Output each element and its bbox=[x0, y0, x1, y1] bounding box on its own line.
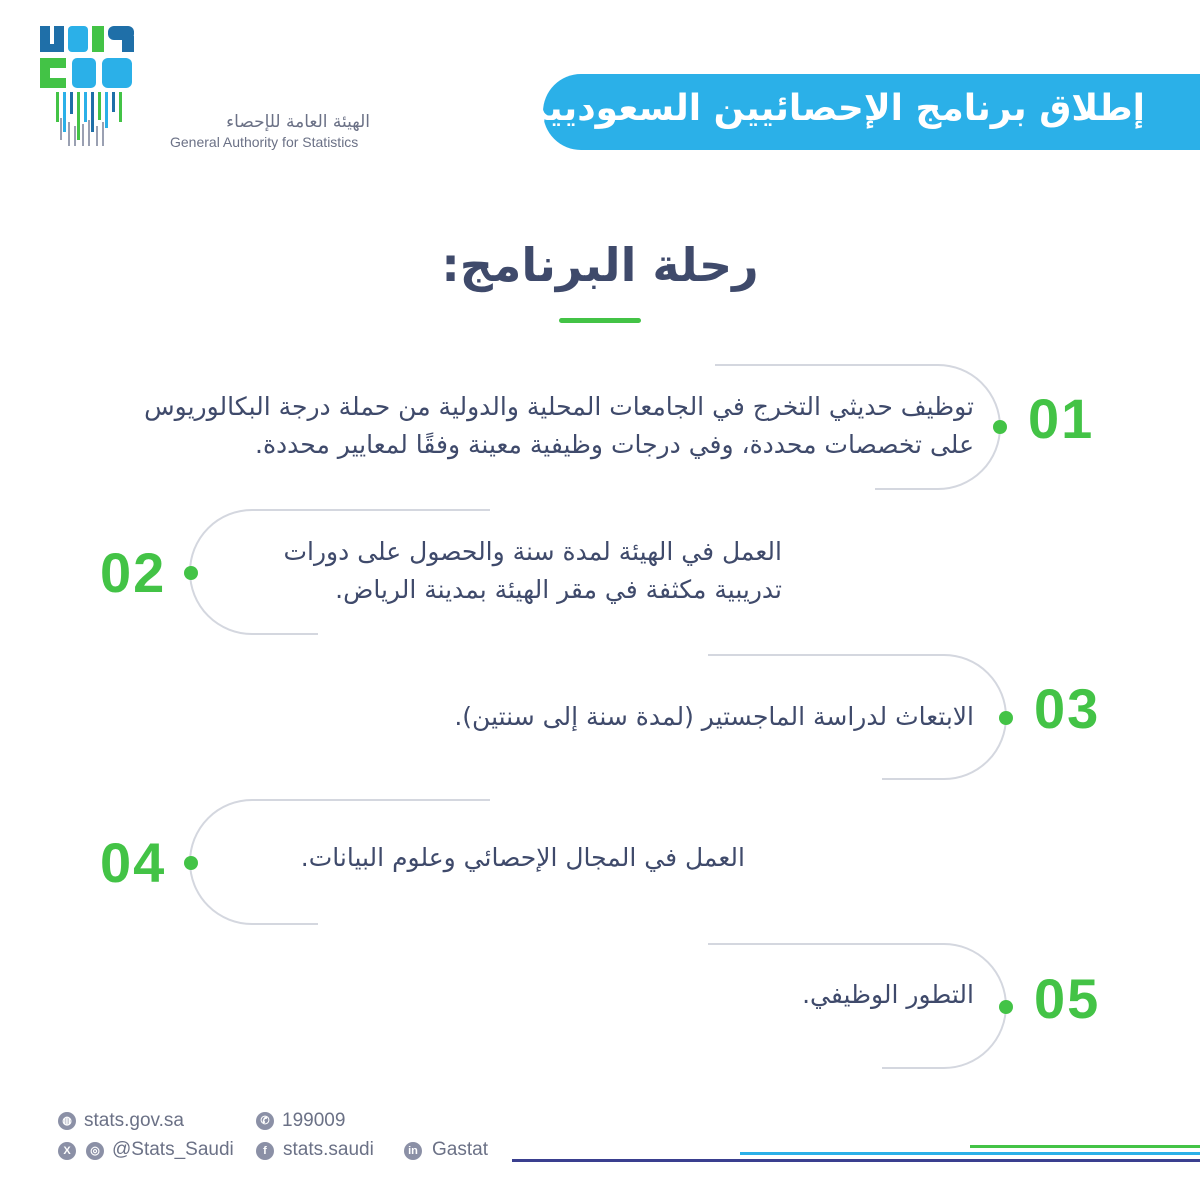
facebook-icon: f bbox=[256, 1142, 274, 1160]
logo-arabic-name: الهيئة العامة للإحصاء bbox=[226, 112, 370, 132]
phone-icon: ✆ bbox=[256, 1112, 274, 1130]
step-dot bbox=[993, 420, 1007, 434]
globe-icon: ◍ bbox=[58, 1112, 76, 1130]
step-text-line: العمل في الهيئة لمدة سنة والحصول على دورات bbox=[283, 537, 782, 566]
step-dot bbox=[184, 566, 198, 580]
arc-step-2 bbox=[190, 510, 490, 634]
step-text-line: تدريبية مكثفة في مقر الهيئة بمدينة الرياض. bbox=[335, 575, 782, 604]
step-number: 05 bbox=[1034, 967, 1101, 1030]
step-dot bbox=[999, 1000, 1013, 1014]
social-handle[interactable]: @Stats_Saudi bbox=[112, 1139, 234, 1160]
step-text-line: على تخصصات محددة، وفي درجات وظيفية معينة وفقًا لمعايير محددة. bbox=[255, 430, 974, 459]
step-text-line: توظيف حديثي التخرج في الجامعات المحلية والدولية من حملة درجة البكالوريوس bbox=[144, 392, 974, 421]
step-text-line: العمل في المجال الإحصائي وعلوم البيانات. bbox=[300, 843, 745, 872]
footer-line-blue bbox=[740, 1152, 1200, 1155]
step-text-line: الابتعاث لدراسة الماجستير (لمدة سنة إلى سنتين). bbox=[454, 702, 974, 731]
linkedin-link[interactable]: Gastat bbox=[432, 1139, 488, 1160]
facebook-link[interactable]: stats.saudi bbox=[283, 1139, 374, 1160]
step-dot bbox=[184, 856, 198, 870]
step-dot bbox=[999, 711, 1013, 725]
website-link[interactable]: stats.gov.sa bbox=[84, 1110, 184, 1131]
footer-line-navy bbox=[512, 1159, 1200, 1162]
logo-english-name: General Authority for Statistics bbox=[170, 134, 359, 150]
step-text-line: التطور الوظيفي. bbox=[802, 980, 974, 1009]
footer-line-green bbox=[970, 1145, 1200, 1148]
step-number: 02 bbox=[100, 541, 167, 604]
phone-number[interactable]: 199009 bbox=[282, 1110, 346, 1131]
x-twitter-icon: X bbox=[58, 1142, 76, 1160]
section-title: رحلة البرنامج: bbox=[441, 238, 759, 292]
step-number: 01 bbox=[1028, 387, 1095, 450]
instagram-icon: ◎ bbox=[86, 1142, 104, 1160]
linkedin-icon: in bbox=[404, 1142, 422, 1160]
arc-step-1 bbox=[715, 365, 1000, 489]
step-number: 03 bbox=[1034, 677, 1101, 740]
step-number: 04 bbox=[100, 831, 167, 894]
banner-title: إطلاق برنامج الإحصائيين السعوديين bbox=[516, 88, 1145, 129]
